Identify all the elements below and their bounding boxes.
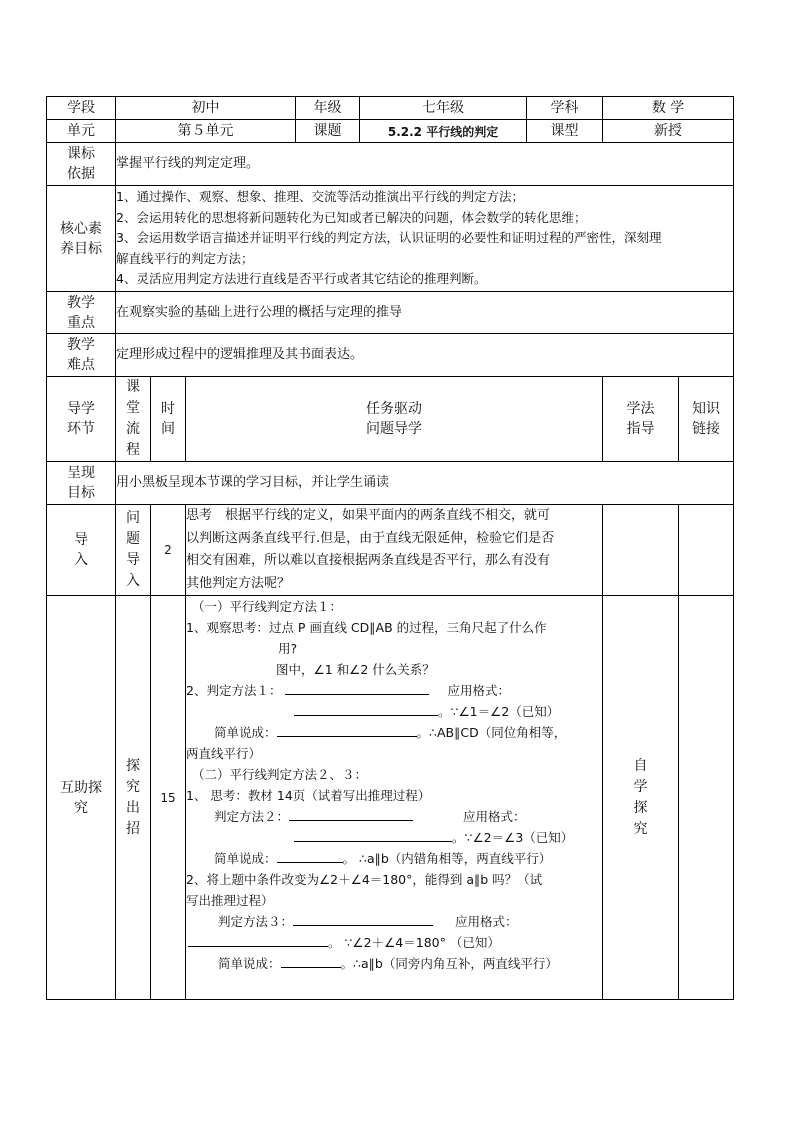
intro-label-char: 导 — [74, 532, 88, 548]
intro-question — [186, 505, 603, 596]
explore-line — [186, 827, 602, 848]
difficulty-text: 定理形成过程中的逻辑推理及其书面表达。 — [116, 334, 734, 377]
core-goal-line: 解直线平行的判定方法； — [116, 250, 254, 266]
explore-content — [186, 596, 603, 1000]
explore-method-char: 学 — [633, 778, 648, 795]
format1-label: 应用格式： — [447, 683, 510, 698]
explore-link — [679, 596, 734, 1000]
method3-blank[interactable] — [293, 913, 433, 926]
method2-label: 判定方法２： — [214, 809, 290, 824]
explore-label-line2: 究 — [74, 799, 88, 816]
standard-text: 掌握平行线的判定定理。 — [116, 143, 734, 186]
explore-method-char: 探 — [633, 799, 648, 816]
format3-blank[interactable] — [188, 934, 328, 947]
intro-time: 2 — [151, 505, 186, 596]
method-header-line2: 指导 — [626, 421, 655, 437]
short1-conclusion: 。∴AB∥CD（同位角相等， — [416, 725, 567, 740]
explore-time: 15 — [151, 596, 186, 1000]
task-header — [186, 377, 603, 462]
present-goal-text: 用小黑板呈现本节课的学习目标，并让学生诵读 — [116, 462, 734, 505]
intro-question-line: 其他判定方法呢？ — [186, 575, 291, 591]
link-header-line1: 知识 — [692, 401, 721, 417]
explore-line — [186, 806, 602, 827]
task-header-line2: 问题导学 — [366, 421, 423, 437]
explore-line — [186, 722, 602, 743]
short1-label: 简单说成： — [214, 725, 277, 740]
time-header-char: 时 — [161, 401, 175, 417]
task-header-line1: 任务驱动 — [366, 401, 423, 417]
flow-header-char: 堂 — [126, 400, 140, 416]
explore-line: 写出推理过程） — [186, 893, 274, 908]
present-goal-label-line2: 目标 — [67, 485, 95, 501]
intro-flow — [116, 505, 151, 596]
explore-flow-char: 究 — [126, 778, 140, 795]
format3-label: 应用格式： — [455, 914, 518, 929]
method3-label: 判定方法３： — [218, 914, 294, 929]
difficulty-label-line1: 教学 — [67, 337, 95, 353]
present-goal-label-line1: 呈现 — [67, 465, 95, 481]
explore-line: 1、 思考：教材 14页（试着写出推理过程） — [186, 788, 431, 803]
explore-line: 两直线平行） — [186, 746, 262, 761]
explore-method-char: 自 — [633, 757, 648, 774]
type-label: 课型 — [527, 120, 603, 143]
method1-blank[interactable] — [285, 682, 429, 695]
format3-given: 。 ∵∠2＋∠4＝180° （已知） — [328, 935, 500, 950]
core-goals-text — [116, 186, 734, 292]
time-header — [151, 377, 186, 462]
short3-conclusion: 。∴a∥b（同旁内角互补，两直线平行） — [340, 956, 558, 971]
explore-line: 图中，∠1 和∠2 什么关系？ — [276, 662, 435, 677]
flow-header-char: 程 — [126, 442, 140, 458]
explore-flow-char: 探 — [126, 757, 140, 774]
explore-method — [603, 596, 679, 1000]
explore-line — [186, 680, 602, 701]
standard-label-line1: 课标 — [67, 146, 95, 162]
core-goal-line: 2、会运用转化的思想将新问题转化为已知或者已解决的问题，体会数学的转化思维； — [116, 209, 587, 225]
format1-given: 。∵∠1＝∠2（已知） — [438, 704, 560, 719]
explore-line — [186, 701, 602, 722]
flow-header-char: 课 — [126, 379, 140, 395]
link-header — [679, 377, 734, 462]
present-goal-label — [47, 462, 116, 505]
key-point-label-line2: 重点 — [67, 314, 95, 331]
short2-conclusion: 。 ∴a∥b（内错角相等，两直线平行） — [342, 851, 552, 866]
short2-label: 简单说成： — [214, 851, 277, 866]
format2-blank[interactable] — [294, 829, 452, 842]
format2-label: 应用格式： — [463, 809, 526, 824]
explore-method-char: 究 — [633, 820, 648, 837]
method2-blank[interactable] — [289, 808, 413, 821]
explore-line — [186, 953, 602, 974]
intro-label — [47, 505, 116, 596]
topic-value: 5.2.2 平行线的判定 — [360, 120, 527, 143]
guide-header — [47, 377, 116, 462]
method1-label: 2、判定方法１： — [186, 683, 282, 698]
stage-value: 初中 — [116, 97, 296, 120]
core-goal-line: 3、会运用数学语言描述并证明平行线的判定方法，认识证明的必要性和证明过程的严密性，深刻理 — [116, 230, 662, 246]
short3-label: 简单说成： — [218, 956, 281, 971]
explore-line — [186, 911, 602, 932]
flow-header — [116, 377, 151, 462]
standard-label-line2: 依据 — [67, 166, 95, 182]
standard-label — [47, 143, 116, 186]
explore-flow-char: 出 — [126, 799, 140, 816]
core-goal-line: 1、通过操作、观察、想象、推理、交流等活动推演出平行线的判定方法； — [116, 189, 524, 205]
time-header-char: 间 — [161, 421, 175, 437]
core-goals-label — [47, 186, 116, 292]
explore-flow-char: 招 — [126, 820, 140, 837]
explore-line — [186, 848, 602, 869]
guide-header-line1: 导学 — [67, 401, 95, 417]
flow-header-char: 流 — [126, 421, 140, 437]
explore-label — [47, 596, 116, 1000]
intro-question-line: 思考 根据平行线的定义，如果平面内的两条直线不相交，就可 — [186, 508, 551, 523]
method-header-line1: 学法 — [626, 401, 655, 417]
intro-flow-char: 题 — [126, 531, 140, 547]
core-goals-label-line1: 核心素 — [60, 220, 102, 237]
short1-blank[interactable] — [277, 724, 417, 737]
explore-line — [186, 932, 602, 953]
unit-label: 单元 — [47, 120, 116, 143]
explore-label-line1: 互助探 — [60, 779, 102, 796]
guide-header-line2: 环节 — [67, 421, 95, 437]
explore-flow — [116, 596, 151, 1000]
format2-given: 。∵∠2＝∠3（已知） — [452, 830, 574, 845]
method-header — [603, 377, 679, 462]
intro-flow-char: 问 — [126, 510, 140, 526]
topic-label: 课题 — [296, 120, 360, 143]
intro-question-line: 相交有困难，所以难以直接根据两条直线是否平行，那么有没有 — [186, 553, 551, 568]
core-goals-label-line2: 养目标 — [60, 240, 102, 257]
intro-question-line: 以判断这两条直线平行.但是，由于直线无限延伸，检验它们是否 — [186, 530, 555, 546]
core-goal-line: 4、灵活应用判定方法进行直线是否平行或者其它结论的推理判断。 — [116, 271, 487, 287]
unit-value: 第５单元 — [116, 120, 296, 143]
intro-flow-char: 入 — [126, 573, 140, 589]
format1-blank[interactable] — [294, 703, 438, 716]
intro-link — [679, 505, 734, 596]
difficulty-label-line2: 难点 — [67, 357, 95, 373]
intro-label-char: 入 — [74, 552, 88, 568]
subject-label: 学科 — [527, 97, 603, 120]
subject-value: 数 学 — [603, 97, 734, 120]
part1-title: （一）平行线判定方法１： — [192, 599, 343, 614]
lesson-plan-table — [46, 96, 734, 1000]
difficulty-label — [47, 334, 116, 377]
intro-flow-char: 导 — [126, 552, 140, 568]
key-point-label-line1: 教学 — [67, 294, 95, 311]
intro-method — [603, 505, 679, 596]
explore-line: 1、观察思考：过点 P 画直线 CD∥AB 的过程，三角尺起了什么作 — [186, 620, 547, 635]
grade-label: 年级 — [296, 97, 360, 120]
part2-title: （二）平行线判定方法２、３： — [192, 767, 368, 782]
stage-label: 学段 — [47, 97, 116, 120]
key-point-label — [47, 292, 116, 334]
type-value: 新授 — [603, 120, 734, 143]
explore-line: 2、将上题中条件改变为∠2＋∠4＝180°，能得到 a∥b 吗？（试 — [186, 872, 543, 887]
link-header-line2: 链接 — [692, 421, 721, 437]
explore-line: 用? — [278, 641, 298, 656]
short3-blank[interactable] — [281, 955, 341, 968]
key-point-text: 在观察实验的基础上进行公理的概括与定理的推导 — [116, 292, 734, 334]
short2-blank[interactable] — [277, 850, 343, 863]
grade-value: 七年级 — [360, 97, 527, 120]
